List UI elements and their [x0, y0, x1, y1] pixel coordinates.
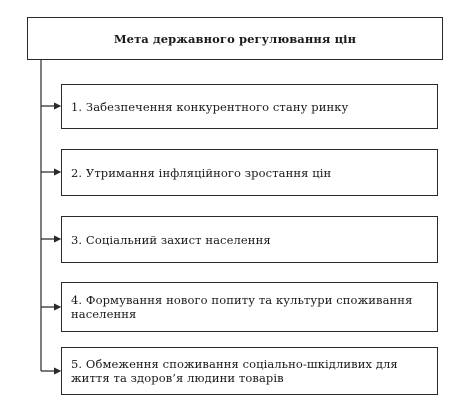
- goal-item-3: [61, 216, 438, 263]
- goal-item-4-text: 4. Формування нового попиту та культури споживання населення: [71, 293, 413, 321]
- goal-item-2: [61, 149, 438, 196]
- goal-title-box: [27, 17, 443, 60]
- goal-item-1-text: 1. Забезпечення конкурентного стану ринку: [71, 99, 349, 114]
- goal-item-1: [61, 84, 438, 129]
- goal-item-2-text: 2. Утримання інфляційного зростання цін: [71, 165, 332, 180]
- goal-item-5-text: 5. Обмеження споживання соціально-шкідливих для життя та здоров’я людини товарів: [71, 357, 398, 385]
- goal-item-3-text: 3. Соціальний захист населення: [71, 232, 271, 247]
- goal-title-text: Мета державного регулювання цін: [113, 31, 357, 46]
- goal-item-4: [61, 282, 438, 332]
- goal-item-5: [61, 347, 438, 395]
